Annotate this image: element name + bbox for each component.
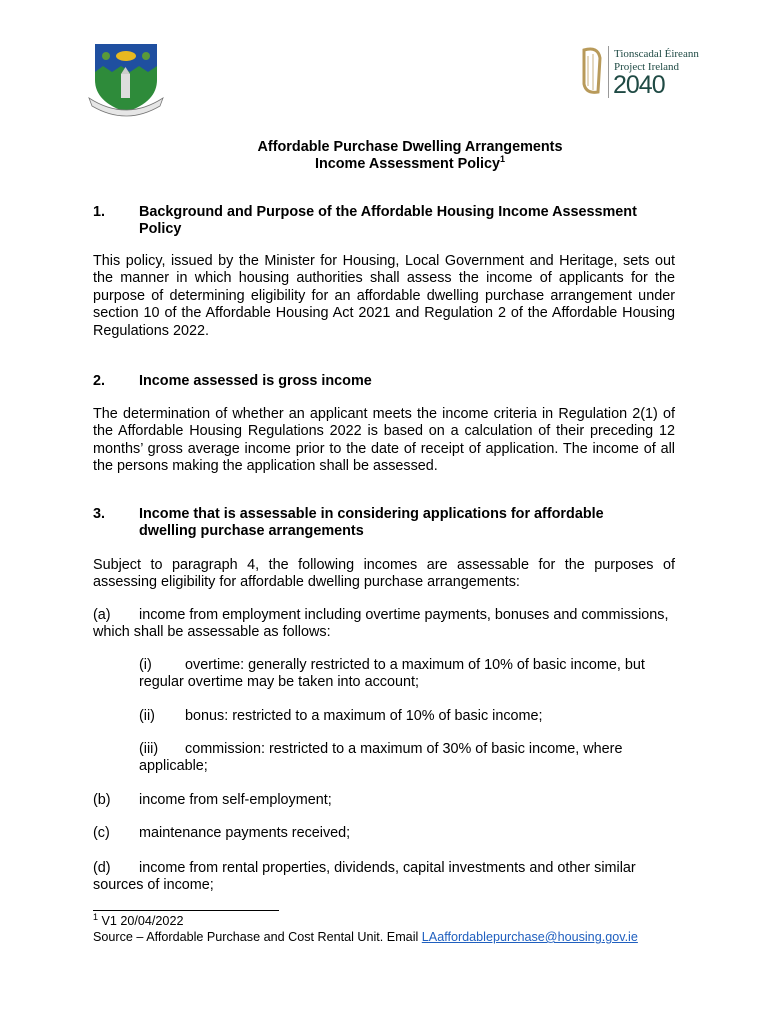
title-line-2-text: Income Assessment Policy — [314, 156, 500, 173]
section-number: 2. — [93, 373, 106, 389]
logo-text-english: Project Ireland — [614, 61, 680, 73]
item-text: income from rental properties, dividends, capital investments and other similar sources of income; — [93, 860, 636, 894]
logo-year: 2040 — [613, 71, 665, 99]
item-iii — [139, 741, 669, 776]
footnote-ref: 1 — [500, 154, 506, 165]
title-line-2 — [120, 156, 700, 173]
section-2-heading — [93, 373, 675, 390]
item-b — [93, 792, 675, 809]
item-text: commission: restricted to a maximum of 30% of basic income, where applicable; — [139, 741, 623, 775]
item-text: income from self-employment; — [139, 792, 332, 808]
item-a — [93, 607, 675, 642]
item-i — [139, 657, 669, 692]
item-text: income from employment including overtime payments, bonuses and commissions, which shall be assessable as follows: — [93, 607, 669, 641]
section-heading-text: Income that is assessable in considering applications for affordable dwelling purchase arrangements — [139, 506, 604, 540]
email-link[interactable]: LAaffordablepurchase@housing.gov.ie — [421, 930, 638, 944]
item-label: (iii) — [139, 741, 159, 757]
section-3-heading — [93, 506, 653, 541]
document-title — [120, 139, 700, 174]
section-1-body: This policy, issued by the Minister for Housing, Local Government and Heritage, sets out the manner in which housing authorities shall assess the income of applicants for the purpose of determining eligibility for an affordable dwelling purchase arrangement under section 10 of the Affordable Housing Act 2021 and Regulation 2 of the Affordable Housing Regulations 2022. — [93, 253, 675, 339]
item-label: (c) — [93, 825, 110, 841]
harp-icon — [578, 46, 604, 98]
item-c — [93, 825, 675, 842]
item-label: (a) — [93, 607, 111, 623]
section-1-heading — [93, 204, 675, 239]
item-text: overtime: generally restricted to a maximum of 10% of basic income, but regular overtime may be taken into account; — [139, 657, 645, 691]
footnote-text: V1 20/04/2022 — [98, 914, 184, 928]
section-3-body: Subject to paragraph 4, the following incomes are assessable for the purposes of assessing eligibility for affordable dwelling purchase arrangements: — [93, 557, 675, 591]
project-ireland-2040-logo — [578, 44, 699, 104]
item-label: (i) — [139, 657, 152, 673]
section-heading-text: Income assessed is gross income — [139, 373, 372, 389]
item-d — [93, 860, 675, 895]
logo-text-irish: Tionscadal Éireann — [614, 48, 699, 60]
item-label: (b) — [93, 792, 111, 808]
logo-divider — [608, 46, 609, 98]
section-number: 3. — [93, 506, 106, 522]
item-label: (ii) — [139, 708, 155, 724]
title-line-1: Affordable Purchase Dwelling Arrangements — [257, 139, 563, 155]
item-text: maintenance payments received; — [139, 825, 351, 841]
item-label: (d) — [93, 860, 111, 876]
section-number: 1. — [93, 204, 106, 220]
section-2-body: The determination of whether an applicant meets the income criteria in Regulation 2(1) of the Affordable Housing Regulations 2022 is based on a calculation of their preceding 12 months’ gross average income prior to the date of receipt of application. The income of all the persons making the application shall be assessed. — [93, 406, 675, 475]
footnote-separator — [93, 910, 279, 911]
item-ii — [139, 708, 669, 725]
footnote-version — [93, 913, 675, 929]
footnote-source — [93, 929, 675, 945]
section-heading-text: Background and Purpose of the Affordable Housing Income Assessment Policy — [139, 204, 637, 238]
source-text: Source – Affordable Purchase and Cost Rental Unit. Email — [93, 930, 422, 944]
footnote-number: 1 — [93, 911, 99, 922]
item-text: bonus: restricted to a maximum of 10% of basic income; — [185, 708, 543, 724]
footnote — [93, 913, 675, 945]
county-crest-logo — [86, 40, 166, 118]
